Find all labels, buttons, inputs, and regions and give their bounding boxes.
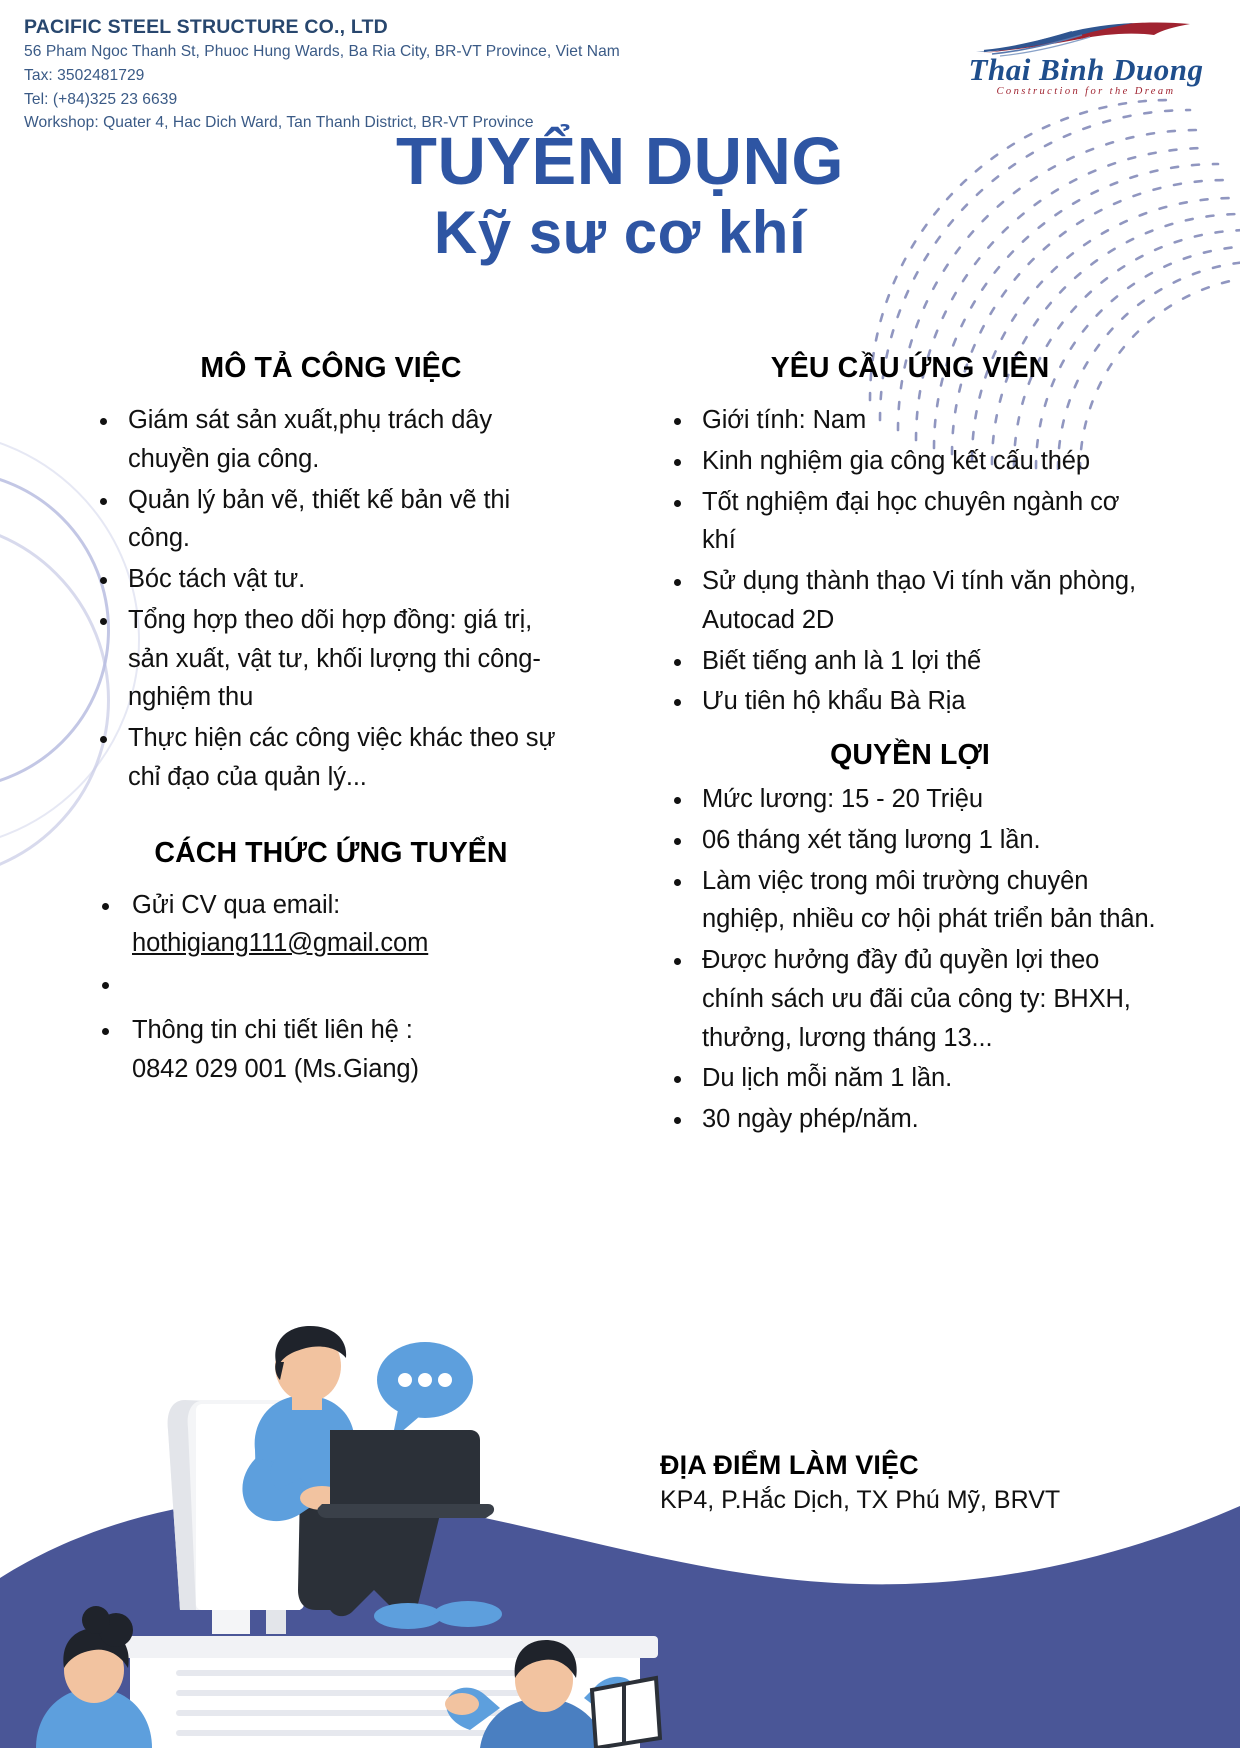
company-tel: Tel: (+84)325 23 6639 [24, 90, 178, 108]
list-item: Bóc tách vật tư. [86, 560, 576, 599]
poster-title [0, 126, 1240, 269]
list-item: Tốt nghiệm đại học chuyên ngành cơ khí [660, 483, 1160, 561]
list-item-phone [86, 1011, 576, 1089]
company-header [24, 14, 844, 135]
list-item: Được hưởng đầy đủ quyền lợi theo chính sách ưu đãi của công ty: BHXH, thưởng, lương tháng 13... [660, 941, 1160, 1057]
location-address: KP4, P.Hắc Dịch, TX Phú Mỹ, BRVT [660, 1486, 1061, 1514]
requirements-list [660, 401, 1160, 721]
location-heading: ĐỊA ĐIỂM LÀM VIỆC [660, 1450, 919, 1480]
requirements-heading: YÊU CẦU ỨNG VIÊN [770, 352, 1050, 384]
list-item: Kinh nghiệm gia công kết cấu thép [660, 442, 1160, 481]
company-logo [962, 18, 1210, 110]
list-item: Ưu tiên hộ khẩu Bà Rịa [660, 682, 1160, 721]
list-item: 06 tháng xét tăng lương 1 lần. [660, 821, 1160, 860]
list-item: Mức lương: 15 - 20 Triệu [660, 780, 1160, 819]
list-item: Du lịch mỗi năm 1 lần. [660, 1059, 1160, 1098]
list-item: Giới tính: Nam [660, 401, 1160, 440]
how-to-apply-list [86, 886, 576, 1089]
job-description-heading: MÔ TẢ CÔNG VIỆC [200, 352, 462, 384]
list-item: Thực hiện các công việc khác theo sự chỉ đạo của quản lý... [86, 719, 576, 797]
title-line-2: Kỹ sư cơ khí [433, 199, 807, 267]
company-address: 56 Pham Ngoc Thanh St, Phuoc Hung Wards, Ba Ria City, BR-VT Province, Viet Nam [24, 43, 620, 61]
company-workshop: Workshop: Quater 4, Hac Dich Ward, Tan Thanh District, BR-VT Province [24, 114, 534, 132]
spacer [86, 965, 576, 1009]
contact-label: Thông tin chi tiết liên hệ : [132, 1016, 413, 1044]
right-column [660, 352, 1160, 1141]
how-to-apply-heading: CÁCH THỨC ỨNG TUYỂN [154, 836, 508, 869]
benefits-list [660, 780, 1160, 1139]
list-item: Tổng hợp theo dõi hợp đồng: giá trị, sản xuất, vật tư, khối lượng thi công- nghiệm thu [86, 601, 576, 717]
company-tax: Tax: 3502481729 [24, 67, 145, 84]
list-item-email [86, 886, 576, 964]
email-label: Gửi CV qua email: [132, 890, 341, 919]
benefits-heading: QUYỀN LỢI [830, 739, 990, 771]
list-item: Quản lý bản vẽ, thiết kế bản vẽ thi công. [86, 481, 576, 559]
title-line-1: TUYỂN DỤNG [396, 124, 844, 199]
list-item: Biết tiếng anh là 1 lợi thế [660, 642, 1160, 681]
company-name: PACIFIC STEEL STRUCTURE CO., LTD [24, 16, 388, 38]
contact-phone: 0842 029 001 (Ms.Giang) [132, 1054, 419, 1083]
logo-tagline: Construction for the Dream [996, 86, 1176, 97]
list-item: Làm việc trong môi trường chuyên nghiệp, nhiều cơ hội phát triển bản thân. [660, 862, 1160, 940]
list-item: Sử dụng thành thạo Vi tính văn phòng, Autocad 2D [660, 562, 1160, 640]
list-item: Giám sát sản xuất,phụ trách dây chuyền gia công. [86, 401, 576, 479]
job-description-list [86, 401, 576, 797]
left-column [86, 352, 576, 1091]
logo-name: Thai Binh Duong [968, 52, 1204, 87]
people-working-illustration [0, 1318, 760, 1748]
list-item: 30 ngày phép/năm. [660, 1100, 1160, 1139]
email-link[interactable]: hothigiang111@gmail.com [132, 929, 429, 958]
speech-bubble-icon [377, 1342, 473, 1440]
